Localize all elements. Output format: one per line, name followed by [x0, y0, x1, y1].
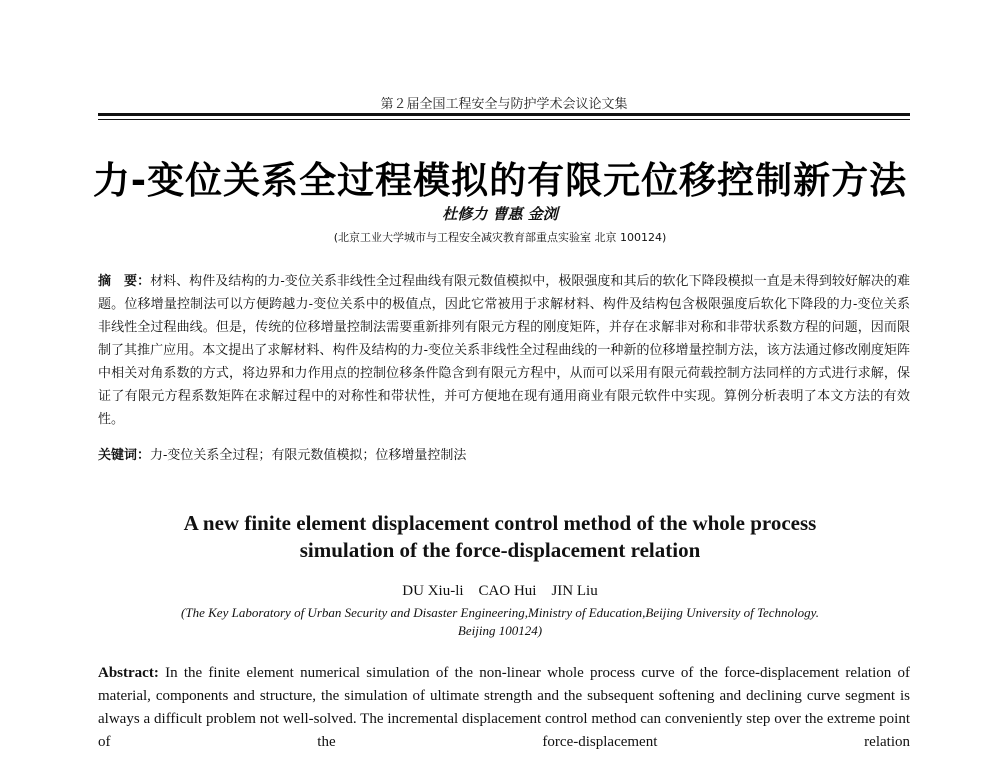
title-english [120, 510, 880, 564]
affiliation-english [110, 604, 890, 640]
abstract-english [98, 662, 910, 754]
abstract-english-text: In the finite element numerical simulation of the non-linear whole process curve of the force-displacement relation of material, components and structure, the simulation of ultimate strength and the subsequent softening and declining curve segment is always a difficult problem not well-solved. The incremental displacement control method can conveniently step over the extreme point of the force-displacement relation [98, 665, 910, 750]
abstract-english-label: Abstract: [98, 665, 159, 681]
header-rule-thick [98, 113, 910, 116]
title-chinese: 力-变位关系全过程模拟的有限元位移控制新方法 [92, 159, 908, 202]
authors-english: DU Xiu-li CAO Hui JIN Liu [402, 583, 598, 599]
keywords-chinese [98, 444, 910, 463]
abstract-chinese-label: 摘 要： [98, 274, 151, 289]
authors-chinese: 杜修力 曹惠 金浏 [442, 205, 558, 223]
keywords-chinese-text: 力-变位关系全过程；有限元数值模拟；位移增量控制法 [150, 448, 467, 463]
keywords-chinese-label: 关键词： [98, 448, 151, 463]
header-rule-thin [98, 119, 910, 120]
affiliation-english-line-1: (The Key Laboratory of Urban Security and Disaster Engineering,Ministry of Education,Beijing University of Technology. [181, 605, 819, 620]
title-english-line-2: simulation of the force-displacement relation [299, 538, 701, 562]
abstract-chinese [98, 270, 910, 431]
abstract-chinese-text: 材料、构件及结构的力-变位关系非线性全过程曲线有限元数值模拟中，极限强度和其后的软化下降段模拟一直是未得到较好解决的难题。位移增量控制法可以方便跨越力-变位关系中的极值点，因此它常被用于求解材料、构件及结构包含极限强度后软化下降段的力-变位关系非线性全过程曲线。但是，传统的位移增量控制法需要重新排列有限元方程的刚度矩阵，并存在求解非对称和非带状系数方程的问题，因而限制了其推广应用。本文提出了求解材料、构件及结构的力-变位关系非线性全过程曲线的一种新的位移增量控制方法，该方法通过修改刚度矩阵中相关对角系数的方式，将边界和力作用点的控制位移条件隐含到有限元方程中，从而可以采用有限元荷载控制方法同样的方式进行求解，保证了有限元方程系数矩阵在求解过程中的对称性和带状性，并可方便地在现有通用商业有限元软件中实现。算例分析表明了本文方法的有效性。 [98, 274, 910, 427]
proceedings-header: 第２届全国工程安全与防护学术会议论文集 [380, 97, 628, 112]
affiliation-chinese: (北京工业大学城市与工程安全减灾教育部重点实验室 北京 100124) [333, 231, 667, 244]
title-english-line-1: A new finite element displacement control method of the whole process [183, 511, 817, 535]
affiliation-english-line-2: Beijing 100124) [457, 623, 543, 638]
